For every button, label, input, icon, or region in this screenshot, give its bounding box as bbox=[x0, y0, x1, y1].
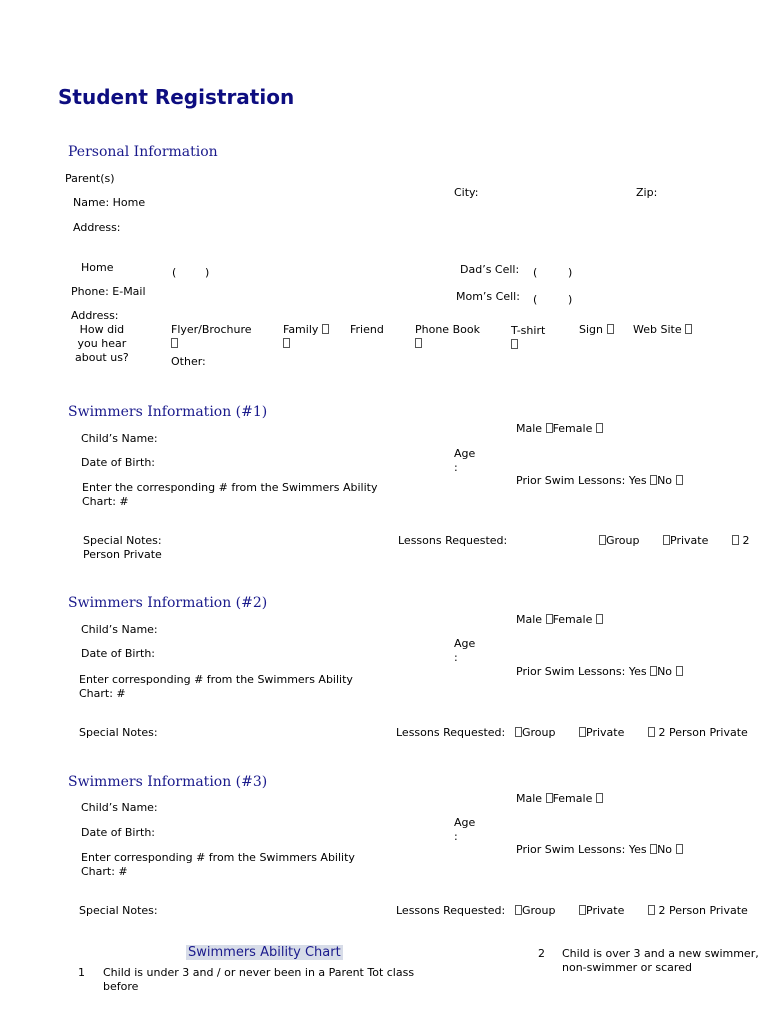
option-phonebook[interactable] bbox=[415, 323, 480, 351]
checkbox-icon bbox=[415, 338, 422, 348]
swimmer-1-heading: Swimmers Information (#1) bbox=[68, 404, 268, 420]
page-title: Student Registration bbox=[58, 85, 295, 109]
option-friend[interactable] bbox=[350, 323, 384, 337]
male-label: Male bbox=[516, 613, 543, 626]
checkbox-icon bbox=[515, 905, 522, 915]
swimmer-3-gender[interactable] bbox=[516, 792, 603, 806]
group-label: Group bbox=[606, 534, 640, 547]
prior-lessons-label: Prior Swim Lessons: Yes bbox=[516, 665, 647, 678]
checkbox-icon bbox=[676, 844, 683, 854]
swimmer-3-age: Age : bbox=[454, 816, 476, 843]
swimmer-3-two-person-option[interactable] bbox=[648, 904, 748, 918]
option-tshirt-label: T-shirt bbox=[511, 324, 546, 337]
checkbox-icon bbox=[599, 535, 606, 545]
checkbox-icon bbox=[607, 324, 614, 334]
male-label: Male bbox=[516, 792, 543, 805]
private-label: Private bbox=[586, 726, 625, 739]
swimmer-3-lessons-requested: Lessons Requested: bbox=[396, 904, 506, 917]
option-website-label: Web Site bbox=[633, 323, 682, 336]
ability-chart-title: Swimmers Ability Chart bbox=[188, 945, 341, 960]
female-label: Female bbox=[552, 792, 593, 805]
swimmer-3-dob: Date of Birth: bbox=[81, 826, 156, 839]
swimmer-1-childs-name: Child’s Name: bbox=[81, 432, 158, 445]
swimmer-2-childs-name: Child’s Name: bbox=[81, 623, 158, 636]
swimmer-2-special-notes: Special Notes: bbox=[79, 726, 158, 739]
checkbox-icon bbox=[546, 793, 553, 803]
swimmer-1-special-notes: Special Notes: bbox=[83, 534, 162, 547]
checkbox-icon bbox=[648, 727, 655, 737]
phone-email-label: Phone: E-Mail bbox=[71, 285, 146, 298]
moms-cell-paren-open: ( bbox=[533, 293, 538, 306]
no-label: No bbox=[657, 665, 673, 678]
swimmer-2-two-person-option[interactable] bbox=[648, 726, 748, 740]
checkbox-icon bbox=[676, 475, 683, 485]
ability-item-1-num: 1 bbox=[78, 966, 85, 979]
address-label: Address: bbox=[73, 221, 121, 234]
swimmer-1-gender[interactable] bbox=[516, 422, 603, 436]
prior-lessons-label: Prior Swim Lessons: Yes bbox=[516, 843, 647, 856]
personal-info-heading: Personal Information bbox=[68, 144, 218, 160]
option-flyer-label: Flyer/Brochure bbox=[171, 323, 252, 336]
checkbox-icon bbox=[322, 324, 329, 334]
checkbox-icon bbox=[596, 614, 603, 624]
swimmer-1-two-person-option[interactable] bbox=[732, 534, 750, 548]
prior-lessons-label: Prior Swim Lessons: Yes bbox=[516, 474, 647, 487]
moms-cell-paren-close: ) bbox=[568, 293, 573, 306]
checkbox-icon bbox=[579, 727, 586, 737]
ability-item-1-text: Child is under 3 and / or never been in a Parent Tot class before bbox=[103, 966, 415, 993]
option-tshirt[interactable] bbox=[511, 324, 545, 352]
checkbox-icon bbox=[732, 535, 739, 545]
swimmer-2-group-option[interactable] bbox=[515, 726, 556, 740]
checkbox-icon bbox=[511, 339, 518, 349]
dads-cell-label: Dad’s Cell: bbox=[460, 263, 520, 276]
other-label: Other: bbox=[171, 355, 206, 368]
swimmer-2-gender[interactable] bbox=[516, 613, 603, 627]
checkbox-icon bbox=[685, 324, 692, 334]
option-website[interactable] bbox=[633, 323, 692, 337]
private-label: Private bbox=[586, 904, 625, 917]
group-label: Group bbox=[522, 726, 556, 739]
no-label: No bbox=[657, 843, 673, 856]
swimmer-1-private-option[interactable] bbox=[663, 534, 708, 548]
checkbox-icon bbox=[546, 423, 553, 433]
swimmer-2-prior-lessons[interactable] bbox=[516, 665, 683, 679]
option-phonebook-label: Phone Book bbox=[415, 323, 480, 336]
swimmer-2-age: Age : bbox=[454, 637, 476, 664]
ability-item-2-num: 2 bbox=[538, 947, 545, 960]
checkbox-icon bbox=[283, 338, 290, 348]
parents-label: Parent(s) bbox=[65, 172, 115, 185]
option-sign[interactable] bbox=[579, 323, 614, 337]
checkbox-icon bbox=[596, 423, 603, 433]
checkbox-icon bbox=[515, 727, 522, 737]
swimmer-3-special-notes: Special Notes: bbox=[79, 904, 158, 917]
two-person-label: 2 Person Private bbox=[658, 726, 748, 739]
two-person-label: 2 Person Private bbox=[658, 904, 748, 917]
swimmer-3-enter-chart: Enter corresponding # from the Swimmers Ability Chart: # bbox=[81, 851, 355, 878]
swimmer-2-dob: Date of Birth: bbox=[81, 647, 156, 660]
email-address-label: Address: bbox=[71, 309, 119, 322]
ability-item-2-text: Child is over 3 and a new swimmer, non-swimmer or scared bbox=[562, 947, 759, 974]
two-label: 2 bbox=[742, 534, 750, 547]
checkbox-icon bbox=[546, 614, 553, 624]
swimmer-3-private-option[interactable] bbox=[579, 904, 624, 918]
checkbox-icon bbox=[171, 338, 178, 348]
name-home-label: Name: Home bbox=[73, 196, 146, 209]
swimmer-1-age: Age : bbox=[454, 447, 476, 474]
home-phone-paren-close: ) bbox=[205, 266, 210, 279]
checkbox-icon bbox=[663, 535, 670, 545]
private-label: Private bbox=[670, 534, 709, 547]
checkbox-icon bbox=[579, 905, 586, 915]
how-did-you-hear-label: How did you hear about us? bbox=[75, 323, 129, 364]
female-label: Female bbox=[552, 613, 593, 626]
checkbox-icon bbox=[596, 793, 603, 803]
checkbox-icon bbox=[648, 905, 655, 915]
option-sign-label: Sign bbox=[579, 323, 603, 336]
swimmer-3-group-option[interactable] bbox=[515, 904, 556, 918]
male-label: Male bbox=[516, 422, 543, 435]
option-family[interactable] bbox=[283, 323, 329, 351]
zip-label: Zip: bbox=[636, 186, 658, 199]
swimmer-3-childs-name: Child’s Name: bbox=[81, 801, 158, 814]
option-flyer[interactable] bbox=[171, 323, 252, 351]
female-label: Female bbox=[552, 422, 593, 435]
group-label: Group bbox=[522, 904, 556, 917]
city-label: City: bbox=[454, 186, 479, 199]
home-phone-paren-open: ( bbox=[172, 266, 177, 279]
swimmer-3-heading: Swimmers Information (#3) bbox=[68, 774, 268, 790]
swimmer-1-lessons-requested: Lessons Requested: bbox=[398, 534, 508, 547]
swimmer-1-group-option[interactable] bbox=[599, 534, 640, 548]
checkbox-icon bbox=[676, 666, 683, 676]
swimmer-2-lessons-requested: Lessons Requested: bbox=[396, 726, 506, 739]
dads-cell-paren-open: ( bbox=[533, 266, 538, 279]
option-family-label: Family bbox=[283, 323, 319, 336]
option-friend-label: Friend bbox=[350, 323, 384, 336]
no-label: No bbox=[657, 474, 673, 487]
swimmer-2-enter-chart: Enter corresponding # from the Swimmers Ability Chart: # bbox=[79, 673, 353, 700]
swimmer-1-two-person-cont: Person Private bbox=[83, 548, 162, 561]
swimmer-1-dob: Date of Birth: bbox=[81, 456, 156, 469]
swimmer-2-private-option[interactable] bbox=[579, 726, 624, 740]
swimmer-3-prior-lessons[interactable] bbox=[516, 843, 683, 857]
home-label: Home bbox=[81, 261, 114, 274]
dads-cell-paren-close: ) bbox=[568, 266, 573, 279]
swimmer-1-enter-chart: Enter the corresponding # from the Swimmers Ability Chart: # bbox=[82, 481, 378, 508]
swimmer-2-heading: Swimmers Information (#2) bbox=[68, 595, 268, 611]
swimmer-1-prior-lessons[interactable] bbox=[516, 474, 683, 488]
moms-cell-label: Mom’s Cell: bbox=[456, 290, 520, 303]
